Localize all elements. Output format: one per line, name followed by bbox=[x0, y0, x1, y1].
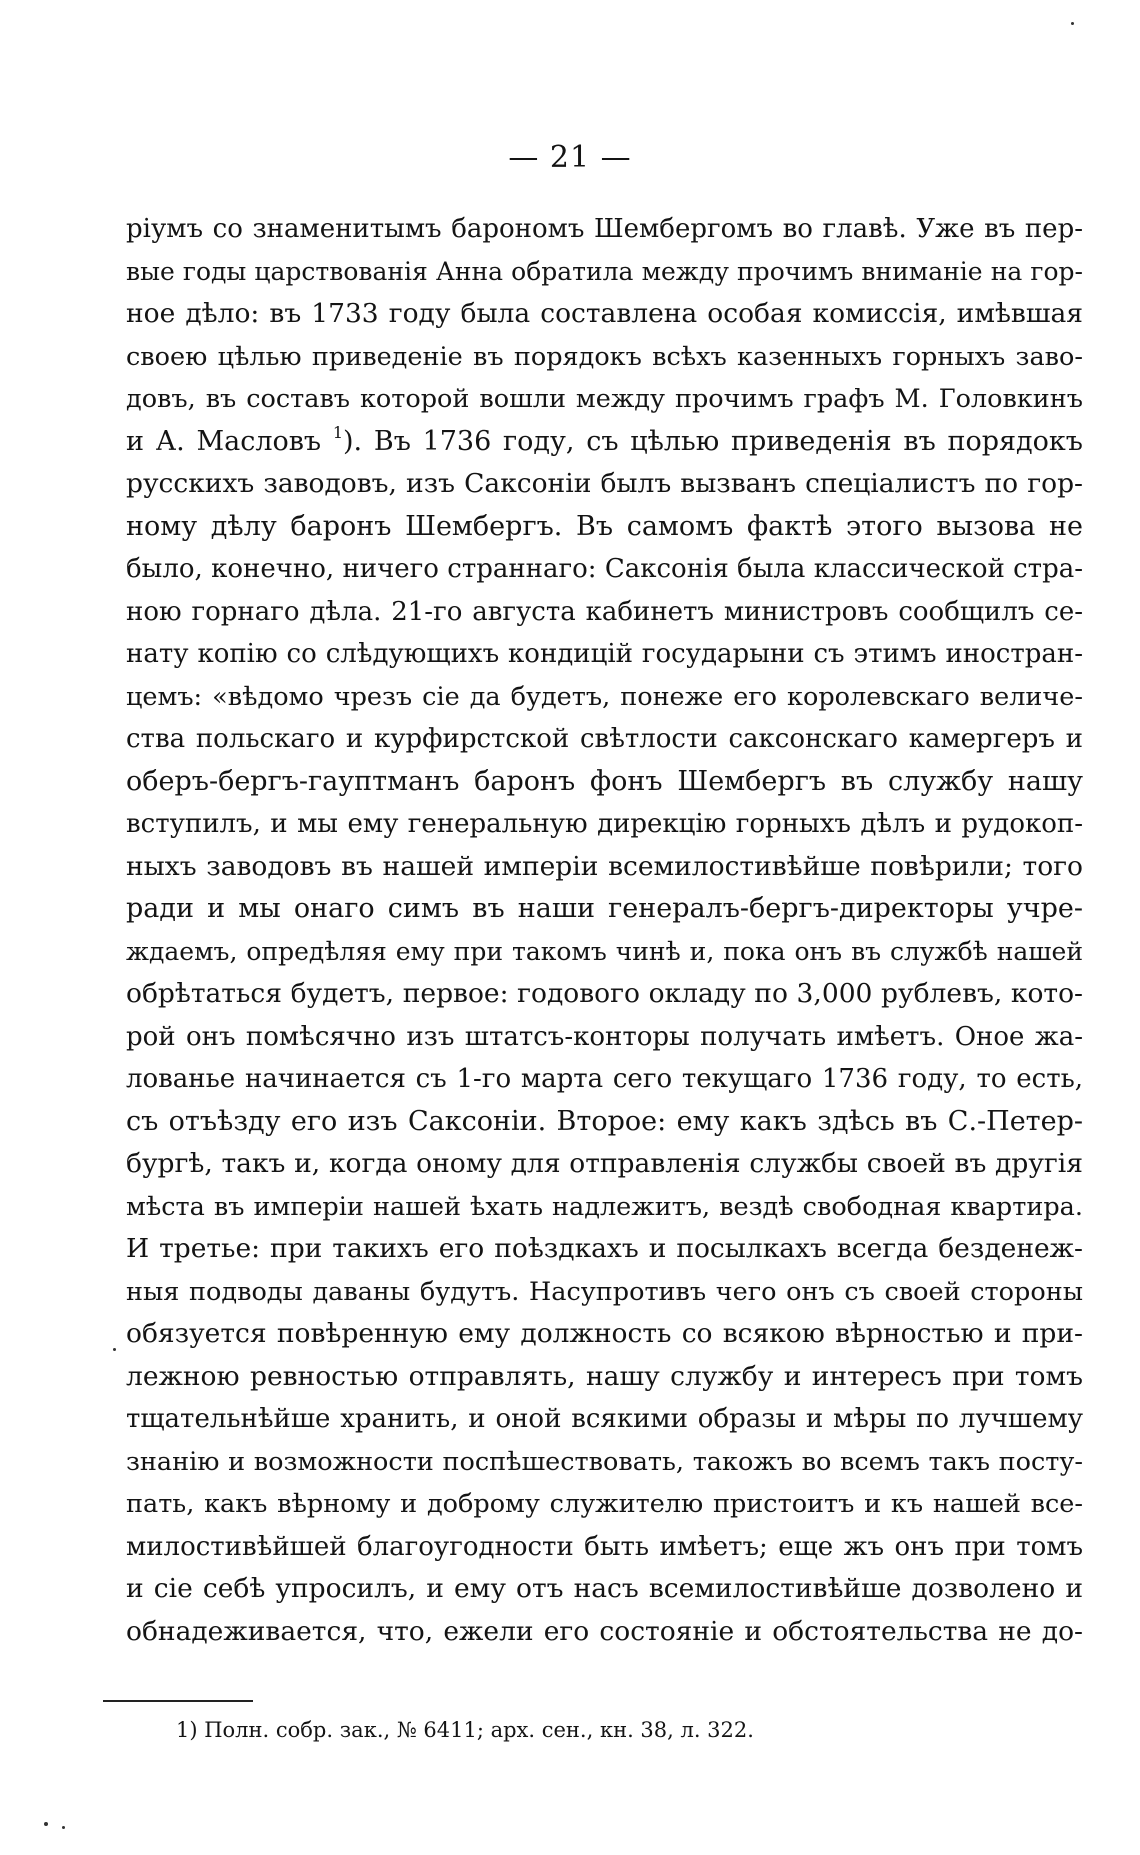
print-speck bbox=[113, 1348, 116, 1351]
text-line: знанію и возможности поспѣшествовать, такожъ во всемъ такъ посту- bbox=[126, 1446, 1083, 1477]
print-speck bbox=[1071, 22, 1074, 25]
text-line: ныхъ заводовъ въ нашей имперіи всемилостивѣйше повѣрили; того bbox=[126, 850, 1083, 882]
text-line: обнадеживается, что, ежели его состояніе и обстоятельства не до- bbox=[126, 1615, 1083, 1647]
text-line: обрѣтаться будетъ, первое: годового окладу по 3,000 рублевъ, кото- bbox=[126, 978, 1083, 1009]
footnote: 1) Полн. собр. зак., № 6411; арх. сен., кн. 38, л. 322. bbox=[176, 1718, 754, 1742]
text-line: ное дѣло: въ 1733 году была составлена особая комиссія, имѣвшая bbox=[126, 298, 1083, 329]
text-line: ріумъ со знаменитымъ барономъ Шембергомъ во главѣ. Уже въ пер- bbox=[126, 214, 1083, 244]
text-line: довъ, въ составъ которой вошли между прочимъ графъ М. Головкинъ bbox=[126, 384, 1083, 414]
page-number: — 21 — bbox=[508, 140, 632, 175]
text-line: оберъ-бергъ-гауптманъ баронъ фонъ Шембергъ въ службу нашу bbox=[126, 765, 1083, 797]
text-line: цемъ: «вѣдомо чрезъ сіе да будетъ, понеже его королевскаго величе- bbox=[126, 681, 1083, 712]
text-line: ради и мы онаго симъ въ наши генералъ-бергъ-директоры учре- bbox=[126, 893, 1083, 924]
footnote-marker: 1 bbox=[332, 422, 344, 442]
text-line: было, конечно, ничего страннаго: Саксонія была классической стра- bbox=[126, 554, 1083, 584]
text-line: вые годы царствованія Анна обратила между прочимъ вниманіе на гор- bbox=[126, 256, 1083, 286]
text-line-with-footnote-ref bbox=[126, 421, 1083, 464]
print-speck bbox=[44, 1822, 48, 1826]
text-line: обязуется повѣренную ему должность со всякою вѣрностью и при- bbox=[126, 1318, 1083, 1349]
text-line: пать, какъ вѣрному и доброму служителю пристоитъ и къ нашей все- bbox=[126, 1489, 1083, 1519]
text-line: съ отъѣзду его изъ Саксоніи. Второе: ему какъ здѣсь въ С.-Петер- bbox=[126, 1105, 1083, 1137]
text-line: ному дѣлу баронъ Шембергъ. Въ самомъ фактѣ этого вызова не bbox=[126, 510, 1083, 542]
text-line: ныя подводы даваны будутъ. Насупротивъ чего онъ съ своей стороны bbox=[126, 1276, 1083, 1307]
text-line: лежною ревностью отправлять, нашу службу и интересъ при томъ bbox=[126, 1360, 1083, 1392]
text-line-start: и А. Масловъ bbox=[126, 425, 322, 457]
text-line: бургѣ, такъ и, когда оному для отправленія службы своей въ другія bbox=[126, 1148, 1083, 1179]
text-line: мѣста въ имперіи нашей ѣхать надлежитъ, вездѣ свободная квартира. bbox=[126, 1191, 1083, 1222]
text-line: ства польскаго и курфирстской свѣтлости саксонскаго камергеръ и bbox=[126, 724, 1083, 754]
text-line: и сіе себѣ упросилъ, и ему отъ насъ всемилостивѣйше дозволено и bbox=[126, 1573, 1083, 1604]
text-line: И третье: при такихъ его поѣздкахъ и посылкахъ всегда безденеж- bbox=[126, 1233, 1083, 1264]
text-line: лованье начинается съ 1-го марта сего текущаго 1736 году, то есть, bbox=[126, 1064, 1083, 1094]
text-line: русскихъ заводовъ, изъ Саксоніи былъ вызванъ спеціалистъ по гор- bbox=[126, 468, 1083, 499]
text-line: нату копію со слѣдующихъ кондицій государыни съ этимъ иностран- bbox=[126, 639, 1083, 669]
body-text bbox=[126, 208, 1083, 1653]
print-speck bbox=[62, 1826, 65, 1829]
text-line: вступилъ, и мы ему генеральную дирекцію горныхъ дѣлъ и рудокоп- bbox=[126, 809, 1083, 839]
footnote-divider bbox=[103, 1700, 253, 1702]
text-line: ною горнаго дѣла. 21-го августа кабинетъ министровъ сообщилъ се- bbox=[126, 596, 1083, 627]
text-line: своею цѣлью приведеніе въ порядокъ всѣхъ казенныхъ горныхъ заво- bbox=[126, 341, 1083, 372]
text-line: ждаемъ, опредѣляя ему при такомъ чинѣ и, пока онъ въ службѣ нашей bbox=[126, 936, 1083, 966]
text-line: милостивѣйшей благоугодности быть имѣетъ; еще жъ онъ при томъ bbox=[126, 1531, 1083, 1562]
text-line-end: ). Въ 1736 году, съ цѣлью приведенія въ порядокъ bbox=[343, 425, 1083, 457]
text-line: рой онъ помѣсячно изъ штатсъ-конторы получать имѣетъ. Оное жа- bbox=[126, 1021, 1083, 1052]
text-line: тщательнѣйше хранить, и оной всякими образы и мѣры по лучшему bbox=[126, 1404, 1083, 1434]
